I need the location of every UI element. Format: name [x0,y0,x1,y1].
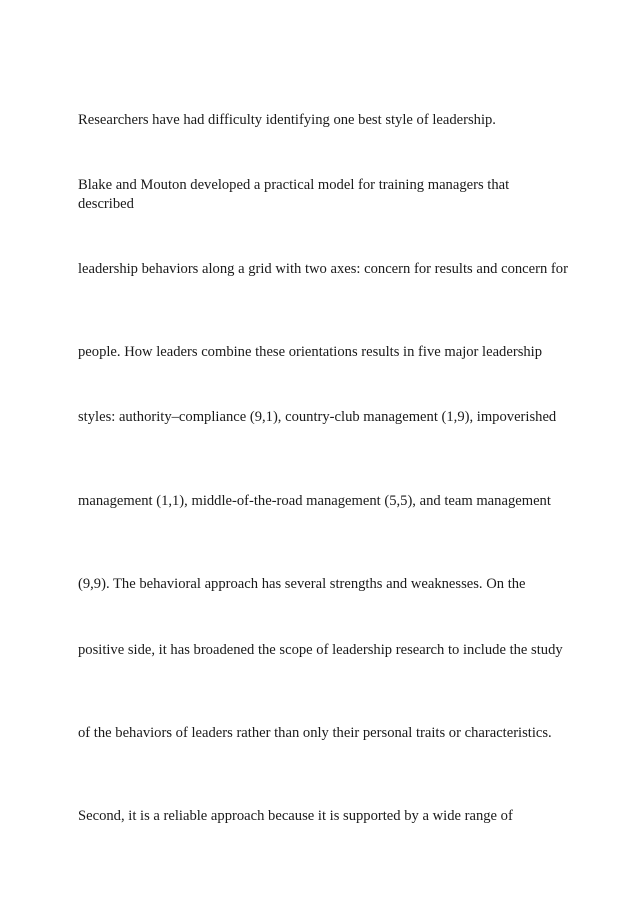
paragraph-2: Blake and Mouton developed a practical model for training managers that described [78,177,510,212]
paragraph-8: positive side, it has broadened the scope of leadership research to include the study [78,642,563,658]
paragraph-10: Second, it is a reliable approach because it is supported by a wide range of [78,808,513,824]
paragraph-7: (9,9). The behavioral approach has several strengths and weaknesses. On the [78,576,526,592]
paragraph-4: people. How leaders combine these orientations results in five major leadership [78,344,543,360]
paragraph-9: of the behaviors of leaders rather than only their personal traits or characteristics. [78,725,552,741]
paragraph-6: management (1,1), middle-of-the-road management (5,5), and team management [78,493,551,509]
paragraph-5: styles: authority–compliance (9,1), country-club management (1,9), impoverished [78,409,557,425]
paragraph-1: Researchers have had difficulty identifying one best style of leadership. [78,112,496,128]
paragraph-3: leadership behaviors along a grid with two axes: concern for results and concern for [78,261,568,277]
